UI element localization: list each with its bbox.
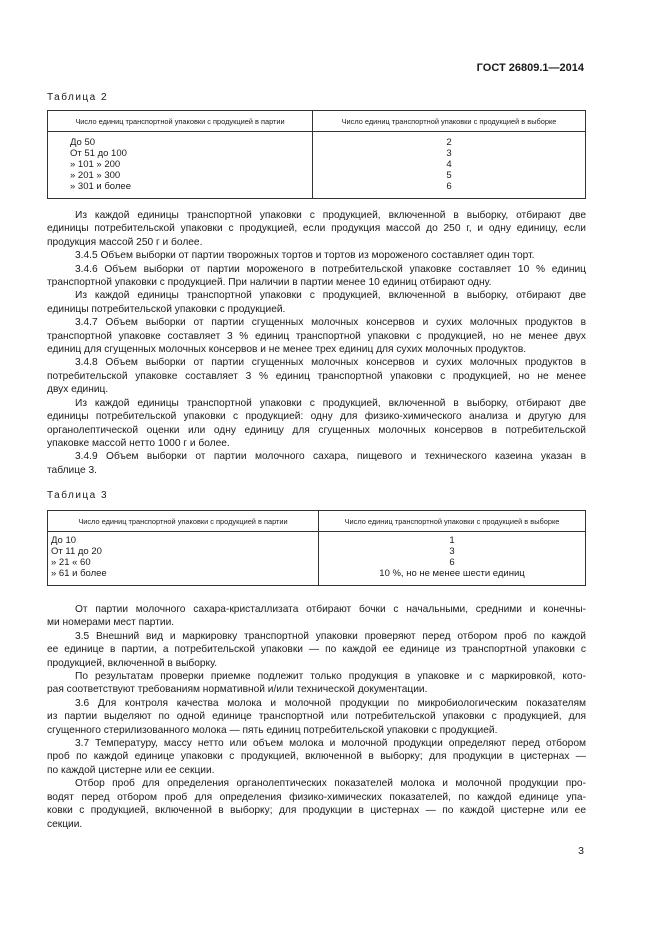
text-line: По результатам проверки приемке подлежит только продукция в упаковке и с маркировкой, кото- (75, 671, 586, 683)
text-line: единицы потребительской упаковки с продукцией: одну для физико-химического анализа и другую для (47, 411, 586, 423)
table-2-sample-row: 2 (446, 137, 452, 148)
text-line: по каждой цистерне или ее секции. (47, 764, 215, 776)
table-2-header-sample: Число единиц транспортной упаковки с продукцией в выборке (313, 111, 586, 132)
text-line: 3.4.7 Объем выборки от партии сгущенных молочных консервов и сухих молочных продуктов в (75, 317, 586, 329)
table-3-right-cell (319, 532, 586, 586)
text-line: 3.4.9 Объем выборки от партии молочного сахара, пищевого и технического казеина указан в (75, 451, 586, 463)
text-line: ми номерами мест партии. (47, 617, 175, 629)
table-2 (47, 110, 586, 199)
text-line: 3.4.5 Объем выборки от партии творожных тортов и тортов из мороженого составляет один торт. (75, 250, 535, 262)
table-3-caption: Таблица 3 (47, 490, 109, 501)
table-3-lot-row: До 10 (51, 535, 77, 546)
text-line: двух единиц. (47, 384, 109, 396)
table-3-left-cell (48, 532, 319, 586)
body-text-2 (47, 603, 586, 831)
table-2-sample-row: 3 (446, 148, 452, 159)
table-3 (47, 510, 586, 586)
text-line: водят перед отбором проб для определения физико-химических показателей, по каждой единице упа- (47, 791, 586, 803)
page-number: 3 (578, 845, 584, 857)
table-2-caption: Таблица 2 (47, 92, 109, 103)
text-line: рая соответствуют требованиям нормативной и/или технической документации. (47, 684, 428, 696)
text-line: из партии выделяют по одной единице транспортной или потребительской упаковки с продукцией, для (47, 711, 586, 723)
text-line: органолептической оценки или одну единицу для сгущенных молочных консервов в потребительской (47, 424, 586, 436)
text-line: единицы потребительской упаковки с продукцией. (47, 303, 286, 315)
text-line: 3.4.8 Объем выборки от партии сгущенных молочных консервов и сухих молочных продуктов в (75, 357, 586, 369)
text-line: Из каждой единицы транспортной упаковки с продукцией, включенной в выборку, отбирают две (75, 210, 586, 221)
table-3-lot-row: От 11 до 20 (51, 546, 102, 557)
text-line: продукция массой 250 г и более. (47, 236, 203, 248)
table-2-sample-row: 4 (446, 159, 452, 170)
text-line: Отбор проб для определения органолептических показателей молока и молочной продукции про- (75, 778, 586, 790)
table-2-header-lot: Число единиц транспортной упаковки с продукцией в партии (48, 111, 313, 132)
text-line: секции. (47, 818, 83, 830)
text-line: продукцией, включенной в выборку. (47, 657, 218, 669)
text-line: ее единице в партии, а потребительской упаковки — по каждой ее единице из транспортной упаковки с (47, 644, 586, 656)
text-line: упаковке массой нетто 1000 г и более. (47, 437, 230, 449)
table-3-sample-row: 6 (449, 557, 455, 568)
text-line: единиц для сгущенных молочных консервов и не менее трех единиц для сухих молочных продуктов. (47, 344, 527, 356)
table-3-lot-row: » 61 и более (51, 568, 107, 579)
table-2-lot-row: » 101 » 200 (70, 159, 121, 170)
table-2-lot-row: » 201 » 300 (70, 170, 121, 181)
document-id: ГОСТ 26809.1—2014 (476, 62, 584, 74)
table-3-header-sample: Число единиц транспортной упаковки с продукцией в выборке (319, 511, 586, 532)
table-2-sample-row: 6 (446, 181, 452, 192)
text-line: сгущенного стерилизованного молока — пять единиц потребительской упаковки с продукцией. (47, 724, 498, 736)
text-line: таблице 3. (47, 464, 97, 476)
text-line: ковки с продукцией, включенной в выборку; для продукции в цистернах — по каждой цистерне или ее (47, 805, 586, 817)
table-3-lot-row: » 21 « 60 (51, 557, 91, 568)
table-2-sample-row: 5 (446, 170, 452, 181)
table-2-lot-row: До 50 (70, 137, 96, 148)
table-2-left-cell (48, 132, 313, 199)
table-2-lot-row: От 51 до 100 (70, 148, 127, 159)
text-line: проб по каждой единице упаковки с продукцией, включенной в выборку; для продукции в цистернах — (47, 751, 586, 763)
text-line: потребительской упаковке составляет 3 % единиц транспортной упаковки с продукцией, но не менее (47, 370, 586, 382)
table-3-sample-row: 3 (449, 546, 455, 557)
table-3-header-lot: Число единиц транспортной упаковки с продукцией в партии (48, 511, 319, 532)
text-line: 3.5 Внешний вид и маркировку транспортной упаковки проверяют перед отбором проб по каждой (75, 630, 586, 642)
table-2-lot-row: » 301 и более (70, 181, 131, 192)
body-text-1 (47, 209, 586, 477)
text-line: Из каждой единицы транспортной упаковки с продукцией, включенной в выборку, отбирают две (75, 290, 586, 302)
text-line: единицы потребительской упаковки с продукцией, если продукция массой до 250 г, и одну единицу, если (47, 223, 586, 235)
text-line: 3.7 Температуру, массу нетто или объем молока и молочной продукции определяют перед отбором (75, 738, 586, 750)
text-line: Из каждой единицы транспортной упаковки с продукцией, включенной в выборку, отбирают две (75, 397, 586, 409)
table-3-sample-row: 1 (449, 535, 455, 546)
table-3-sample-row: 10 %, но не менее шести единиц (379, 568, 525, 579)
text-line: 3.4.6 Объем выборки от партии мороженого в потребительской упаковке составляет 10 % единиц (75, 263, 586, 275)
text-line: 3.6 Для контроля качества молока и молочной продукции по микробиологическим показателям (75, 697, 586, 709)
text-line: транспортной упаковке составляет 3 % единиц транспортной упаковки с продукцией, но не менее двух (47, 330, 586, 342)
text-line: От партии молочного сахара-кристаллизата отбирают бочки с начальными, средними и конечны- (75, 604, 586, 615)
table-2-right-cell (313, 132, 586, 199)
text-line: транспортной упаковки с продукцией. При наличии в партии менее 10 единиц отбирают одну. (47, 277, 492, 289)
